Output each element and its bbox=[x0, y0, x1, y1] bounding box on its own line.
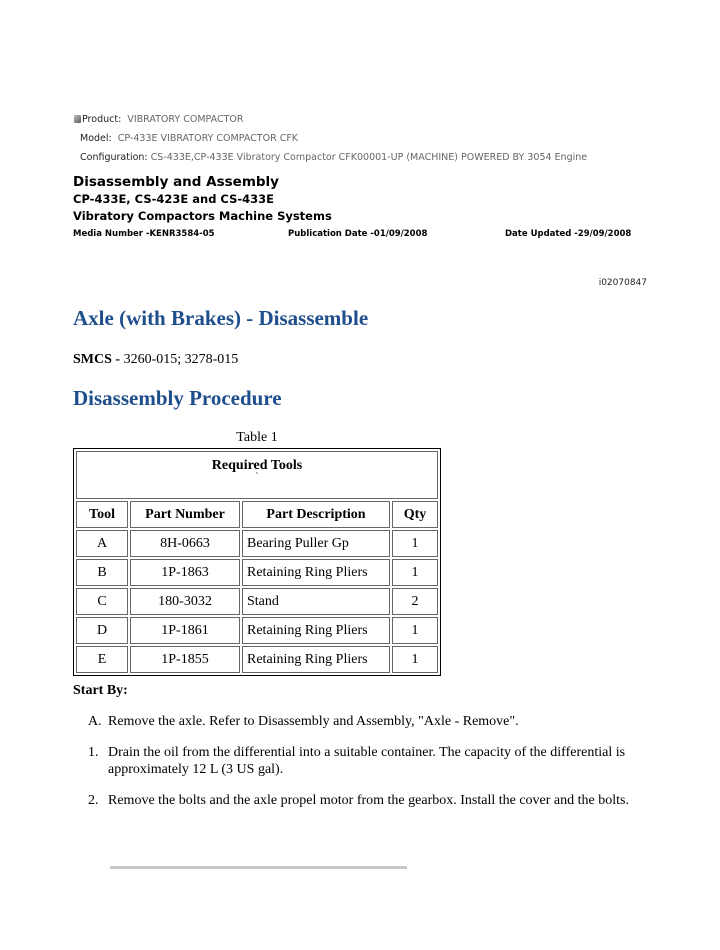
manual-title: Disassembly and Assembly bbox=[73, 174, 279, 190]
table-header: Required Tools bbox=[211, 458, 303, 473]
media-number: Media Number -KENR3584-05 bbox=[73, 229, 215, 239]
table-row bbox=[76, 588, 438, 615]
product-value: VIBRATORY COMPACTOR bbox=[127, 114, 244, 125]
part-description-cell: Retaining Ring Pliers bbox=[242, 646, 390, 673]
configuration-row bbox=[74, 148, 587, 167]
tool-cell: C bbox=[76, 588, 128, 615]
smcs-line bbox=[73, 352, 238, 368]
table-header-mark: ` bbox=[255, 472, 259, 483]
qty-cell: 1 bbox=[392, 646, 438, 673]
procedure-step bbox=[88, 744, 658, 778]
document-meta bbox=[74, 110, 587, 167]
tool-cell: E bbox=[76, 646, 128, 673]
part-description-cell: Stand bbox=[242, 588, 390, 615]
start-by-label: Start By: bbox=[73, 683, 128, 698]
required-tools-table bbox=[73, 448, 441, 676]
part-number-cell: 1P-1861 bbox=[130, 617, 240, 644]
table-header-cell bbox=[76, 451, 438, 499]
manual-models: CP-433E, CS-423E and CS-433E bbox=[73, 192, 274, 206]
configuration-value: CS-433E,CP-433E Vibratory Compactor CFK00001-UP (MACHINE) POWERED BY 3054 Engine bbox=[150, 152, 588, 163]
model-row bbox=[74, 129, 587, 148]
document-id: i02070847 bbox=[598, 278, 647, 288]
step-marker: 2. bbox=[88, 793, 99, 808]
document-icon bbox=[74, 115, 81, 123]
tool-cell: B bbox=[76, 559, 128, 586]
manual-systems: Vibratory Compactors Machine Systems bbox=[73, 209, 332, 223]
part-description-cell: Retaining Ring Pliers bbox=[242, 617, 390, 644]
table-row bbox=[76, 617, 438, 644]
column-header-part-number: Part Number bbox=[130, 501, 240, 528]
date-updated: Date Updated -29/09/2008 bbox=[505, 229, 632, 239]
column-header-part-description: Part Description bbox=[242, 501, 390, 528]
publication-date: Publication Date -01/09/2008 bbox=[288, 229, 428, 239]
part-description-cell: Bearing Puller Gp bbox=[242, 530, 390, 557]
product-label: Product: bbox=[82, 114, 122, 125]
qty-cell: 1 bbox=[392, 530, 438, 557]
table-row bbox=[76, 646, 438, 673]
table-title-row bbox=[76, 451, 438, 499]
qty-cell: 1 bbox=[392, 559, 438, 586]
page-title: Axle (with Brakes) - Disassemble bbox=[73, 306, 369, 330]
table-caption: Table 1 bbox=[236, 430, 278, 445]
column-header-tool: Tool bbox=[76, 501, 128, 528]
part-number-cell: 1P-1863 bbox=[130, 559, 240, 586]
start-by-item bbox=[88, 713, 658, 730]
qty-cell: 1 bbox=[392, 617, 438, 644]
column-header-row bbox=[76, 501, 438, 528]
image-placeholder-divider bbox=[110, 866, 407, 869]
section-title: Disassembly Procedure bbox=[73, 386, 282, 410]
part-description-cell: Retaining Ring Pliers bbox=[242, 559, 390, 586]
smcs-codes: 3260-015; 3278-015 bbox=[123, 352, 239, 367]
configuration-label: Configuration: bbox=[80, 152, 148, 163]
tool-cell: D bbox=[76, 617, 128, 644]
step-text: Drain the oil from the differential into a suitable container. The capacity of the differential is approximately 12 L (3 US gal). bbox=[108, 745, 626, 777]
document-header bbox=[73, 174, 648, 239]
step-marker: 1. bbox=[88, 745, 99, 760]
model-label: Model: bbox=[80, 133, 112, 144]
procedure-step bbox=[88, 792, 658, 809]
publication-info bbox=[73, 229, 648, 239]
procedure-steps bbox=[88, 713, 658, 823]
step-marker: A. bbox=[88, 714, 102, 729]
tool-cell: A bbox=[76, 530, 128, 557]
smcs-label: SMCS - bbox=[73, 352, 121, 367]
model-value: CP-433E VIBRATORY COMPACTOR CFK bbox=[117, 133, 299, 144]
table-row bbox=[76, 530, 438, 557]
part-number-cell: 8H-0663 bbox=[130, 530, 240, 557]
qty-cell: 2 bbox=[392, 588, 438, 615]
column-header-qty: Qty bbox=[392, 501, 438, 528]
table-row bbox=[76, 559, 438, 586]
step-text: Remove the bolts and the axle propel motor from the gearbox. Install the cover and the bolts. bbox=[108, 793, 629, 808]
part-number-cell: 180-3032 bbox=[130, 588, 240, 615]
product-row bbox=[74, 110, 587, 129]
step-text: Remove the axle. Refer to Disassembly and Assembly, "Axle - Remove". bbox=[108, 714, 519, 729]
part-number-cell: 1P-1855 bbox=[130, 646, 240, 673]
